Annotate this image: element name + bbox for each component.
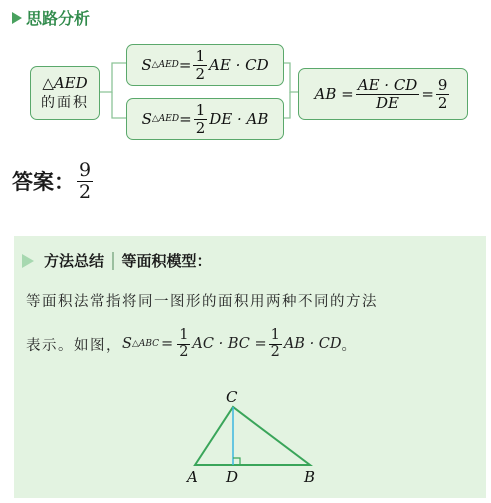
- result-den: DE: [376, 93, 400, 112]
- formula-eq: =: [179, 110, 192, 128]
- flow-box-area-line1: △AED: [42, 74, 88, 92]
- formula-end: AB · CD: [283, 336, 342, 353]
- fraction-half: [269, 328, 282, 361]
- label-a: A: [187, 468, 198, 486]
- answer-fraction: [77, 160, 93, 203]
- area-formula: S △ABC = $\frac{1}{2}$ AC · BC = $\frac{1}{2}$ AB · CD 。: [122, 327, 357, 360]
- result-value-num: 9: [437, 76, 448, 94]
- fraction-half: [193, 48, 207, 82]
- flow-box-result: [298, 68, 468, 120]
- section-title-text: 思路分析: [26, 9, 91, 28]
- label-d: D: [226, 468, 239, 486]
- formula-eq: =: [178, 56, 192, 74]
- method-line-2: [26, 328, 356, 361]
- formula-rest: AE · CD: [209, 56, 269, 74]
- triangle-diagram: [160, 385, 340, 497]
- fraction-den: 2: [195, 64, 206, 83]
- method-model: 等面积模型：: [121, 252, 212, 270]
- answer-num: 9: [79, 159, 92, 181]
- result-eq: =: [421, 85, 434, 103]
- fraction-num: 1: [195, 47, 206, 65]
- answer-label: 答案：: [12, 170, 75, 195]
- flow-box-area: [30, 66, 100, 120]
- right-angle-mark: [233, 458, 240, 465]
- fraction-den: 2: [179, 343, 189, 360]
- answer: [12, 160, 95, 203]
- fraction-den: 2: [270, 343, 280, 360]
- formula-mid: AC · BC =: [192, 336, 267, 353]
- method-line-2-text: 表示。如图，: [26, 337, 122, 354]
- label-c: C: [226, 388, 238, 406]
- label-b: B: [304, 468, 316, 486]
- method-summary-heading: [22, 250, 212, 271]
- flow-box-area-line2: 的面积: [41, 95, 89, 111]
- result-num: AE · CD: [357, 76, 418, 94]
- answer-den: 2: [79, 180, 92, 203]
- result-lhs: AB =: [314, 85, 354, 103]
- result-fraction: [356, 77, 420, 111]
- fraction-num: 1: [270, 327, 280, 343]
- fraction-num: 1: [195, 101, 206, 119]
- heading-divider: [112, 252, 114, 270]
- flow-box-top-formula: [126, 44, 284, 86]
- formula-s: S: [141, 56, 152, 74]
- fraction-den: 2: [195, 118, 206, 137]
- triangle-bullet-icon: [22, 254, 34, 268]
- result-value-den: 2: [437, 93, 448, 112]
- fraction-num: 1: [179, 327, 189, 343]
- method-label: 方法总结: [44, 252, 105, 270]
- formula-sub: △AED: [151, 114, 180, 124]
- triangle-abc: [195, 407, 310, 465]
- formula-s: S: [122, 336, 132, 353]
- formula-sub: △ABC: [131, 339, 160, 350]
- method-line-1: 等面积法常指将同一图形的面积用两种不同的方法: [26, 294, 378, 310]
- fraction-half: [194, 102, 208, 136]
- formula-sub: △AED: [151, 60, 179, 70]
- fraction-half: [177, 328, 190, 361]
- result-value-fraction: [436, 77, 450, 111]
- formula-period: 。: [341, 337, 357, 354]
- formula-s: S: [141, 110, 152, 128]
- flow-box-bottom-formula: [126, 98, 284, 140]
- formula-rest: DE · AB: [209, 110, 269, 128]
